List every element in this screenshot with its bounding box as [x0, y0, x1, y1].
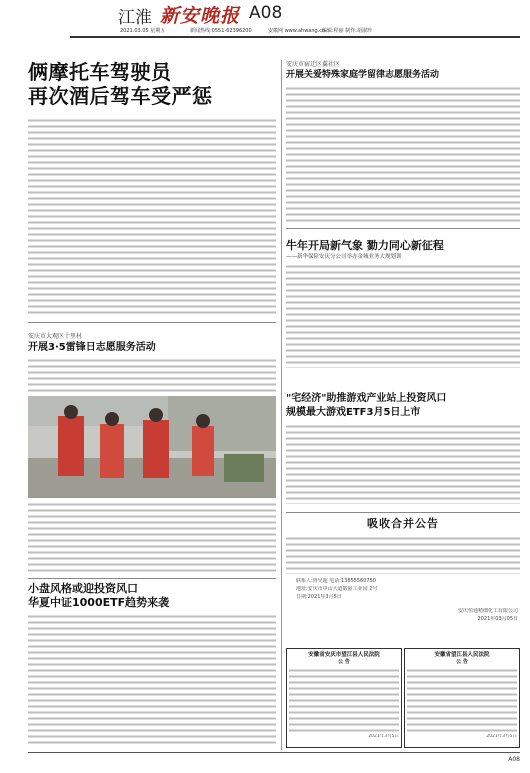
notice-signature: 安庆恒通精细化工有限公司 [457, 608, 518, 614]
notice-date: 2021年03月05日 [477, 616, 518, 622]
article-body-text [28, 118, 276, 316]
article-new-china-life [286, 238, 520, 368]
article-csi1000-etf [28, 582, 276, 744]
masthead-staff: 编辑:程丽 制作:胡淑珍 [322, 28, 372, 34]
notice-title: 吸收合并公告 [367, 517, 439, 530]
court-notice-body [289, 668, 399, 734]
court-notice-right [404, 648, 520, 748]
article-subtitle: ——新华保险安庆分公司举办金城业务大规划训 [286, 254, 402, 260]
article-body-text [28, 614, 276, 744]
article-title-line2: 再次酒后驾车受严惩 [28, 84, 213, 108]
court-notice-body [407, 668, 517, 734]
article-lei-feng-day [28, 332, 276, 574]
volunteer-photo [28, 396, 276, 498]
section-name: 江淮 [118, 8, 152, 28]
article-kicker: 安庆市宿迁区翼社区 [286, 61, 341, 68]
article-title-line2: 规模最大游戏ETF3月5日上市 [286, 407, 421, 418]
court-notice-title: 安徽省安庆市望江县人民法院 [308, 652, 380, 658]
court-notice-subtitle: 公 告 [456, 659, 468, 665]
notice-period: 日期:2021年3月5日 [296, 594, 342, 600]
article-special-families [286, 60, 520, 222]
masthead-date: 2021.03.05 星期五 [120, 28, 166, 34]
article-kicker: 安庆市大观区十里村 [28, 333, 83, 340]
notice-body-text [286, 536, 520, 574]
masthead-hotline: 新闻热线:0551-62396200 [190, 28, 252, 34]
court-notice-date: 2021年3月5日 [368, 734, 399, 739]
article-body-text [28, 358, 276, 394]
article-body-text [286, 424, 520, 504]
column-divider [28, 322, 276, 323]
article-title-line1: 俩摩托车驾驶员 [28, 60, 172, 84]
article-body-text [286, 264, 520, 368]
article-title-line1: 小盘风格或迎投资风口 [28, 582, 138, 595]
article-title: 开展关爱特殊家庭学留律志愿服务活动 [286, 70, 440, 80]
merger-notice [286, 516, 520, 646]
article-title-line2: 华夏中证1000ETF趋势来袭 [28, 596, 170, 609]
article-game-etf [286, 392, 520, 504]
right-divider-2 [286, 512, 520, 513]
court-notice-title: 安徽省望江县人民法院 [434, 652, 490, 658]
masthead [0, 0, 530, 38]
notice-address: 地址:安庆市中山大道锻丽工业园 2号 [296, 586, 378, 592]
page-number: A08 [249, 3, 283, 23]
masthead-site: 安徽网 www.ahwang.cn [268, 28, 326, 34]
court-notice-date: 2021年3月5日 [486, 734, 517, 739]
footer-rule [28, 752, 520, 753]
article-body-text [286, 86, 520, 222]
article-title: 开展3·5雷锋日志愿服务活动 [28, 342, 156, 353]
footer-page-marker: A08 [508, 756, 520, 763]
court-notice-left [286, 648, 402, 748]
right-divider-1 [286, 228, 520, 229]
article-title: 牛年开局新气象 勠力同心新征程 [286, 239, 444, 252]
notice-contact-person: 联系人:鲁吴超 电话:13855560750 [296, 578, 376, 584]
masthead-rule [70, 36, 520, 38]
volunteer-photo-image [28, 396, 276, 498]
center-divider [281, 60, 282, 750]
newspaper-logo: 新安晚报 [160, 5, 241, 27]
article-title-line1: "宅经济"助推游戏产业站上投资风口 [286, 393, 447, 404]
article-drunk-driving [28, 60, 276, 318]
article-body-text-2 [28, 502, 276, 574]
column-divider-2 [28, 578, 276, 579]
court-notice-subtitle: 公 告 [338, 659, 350, 665]
